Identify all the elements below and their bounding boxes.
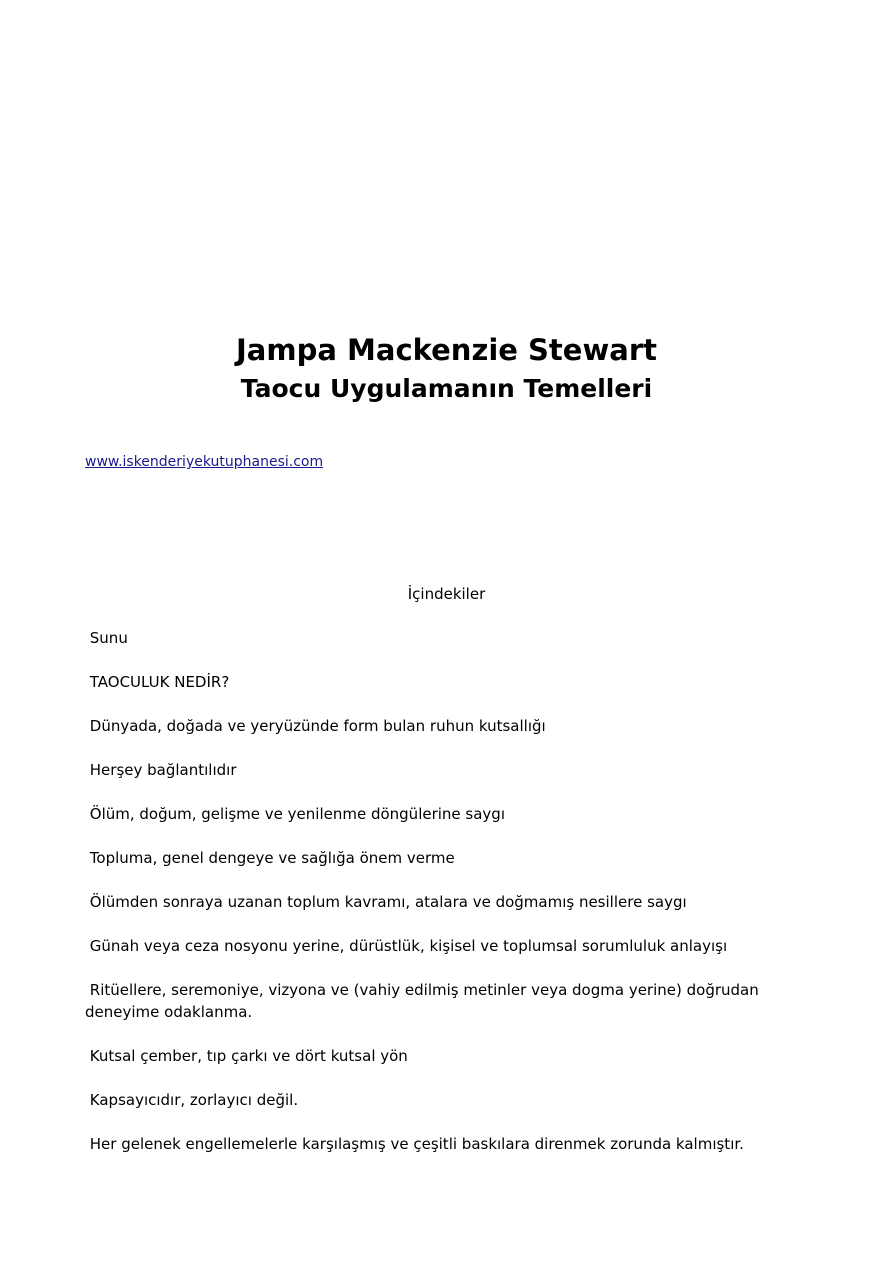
book-title: Taocu Uygulamanın Temelleri — [240, 374, 653, 403]
toc-item: Ölümden sonraya uzanan toplum kavramı, atalara ve doğmamış nesillere saygı — [85, 893, 687, 911]
toc-item: Sunu — [85, 629, 128, 647]
toc-item: Her gelenek engellemelerle karşılaşmış ve çeşitli baskılara direnmek zorunda kalmıştır. — [85, 1135, 744, 1153]
toc-item: Dünyada, doğada ve yeryüzünde form bulan ruhun kutsallığı — [85, 717, 546, 735]
toc-item: Herşey bağlantılıdır — [85, 761, 237, 779]
website-link[interactable]: www.iskenderiyekutuphanesi.com — [85, 454, 324, 470]
toc-item: TAOCULUK NEDİR? — [85, 673, 230, 691]
toc-item: Kapsayıcıdır, zorlayıcı değil. — [85, 1091, 299, 1109]
toc-list — [85, 627, 810, 1177]
toc-item: Kutsal çember, tıp çarkı ve dört kutsal yön — [85, 1047, 408, 1065]
toc-heading: İçindekiler — [407, 585, 486, 603]
toc-item: Günah veya ceza nosyonu yerine, dürüstlük, kişisel ve toplumsal sorumluluk anlayışı — [85, 937, 728, 955]
toc-item: Ritüellere, seremoniye, vizyona ve (vahiy edilmiş metinler veya dogma yerine) doğrudan deneyime odaklanma. — [85, 981, 764, 1021]
toc-item: Topluma, genel dengeye ve sağlığa önem verme — [85, 849, 455, 867]
toc-item: Ölüm, doğum, gelişme ve yenilenme döngülerine saygı — [85, 805, 505, 823]
author-name: Jampa Mackenzie Stewart — [236, 333, 657, 367]
